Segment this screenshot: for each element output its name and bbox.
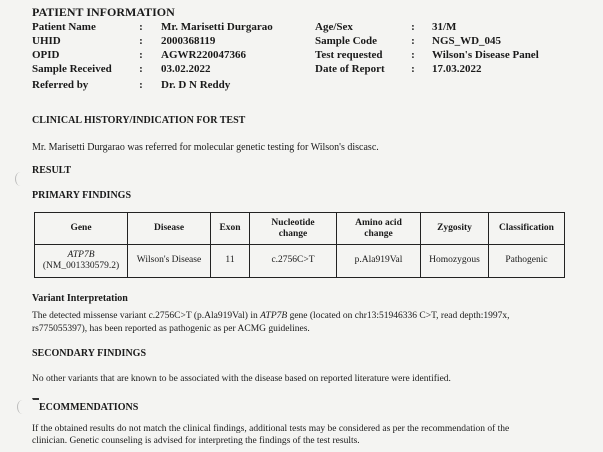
colon: : <box>411 35 415 47</box>
column-header-zygosity: Zygosity <box>420 213 488 244</box>
gene-cell: ATP7B (NM_001330579.2) <box>42 249 120 271</box>
patient-name-label: Patient Name <box>32 21 96 33</box>
clinical-history-heading: CLINICAL HISTORY/INDICATION FOR TEST <box>32 115 246 126</box>
colon: : <box>411 63 415 75</box>
uhid-label: UHID <box>32 35 61 47</box>
patient-info-heading: PATIENT INFORMATION <box>32 5 175 19</box>
secondary-findings-text: No other variants that are known to be associated with the disease based on reported literature were identified. <box>32 374 451 384</box>
colon: : <box>411 21 415 33</box>
opid-label: OPID <box>32 49 60 61</box>
variant-interpretation-line-1: The detected missense variant c.2756C>T (p.Ala919Val) in ATP7B gene (located on chr13:51946336 C>T, read depth:1997x, <box>32 311 510 321</box>
column-header-exon: Exon <box>210 213 249 244</box>
table-row <box>35 244 564 277</box>
variant-interpretation-line-2: rs775055397), has been reported as pathogenic as per ACMG guidelines. <box>32 324 310 334</box>
result-heading: RESULT <box>32 165 72 176</box>
column-header-classification: Classification <box>488 213 564 244</box>
primary-findings-heading: PRIMARY FINDINGS <box>32 190 131 201</box>
column-header-amino-acid-change: Amino acid change <box>336 213 420 244</box>
colon: : <box>139 63 143 75</box>
date-of-report-value: 17.03.2022 <box>432 63 482 75</box>
opid-value: AGWR220047366 <box>161 49 246 61</box>
zygosity-cell: Homozygous <box>420 244 488 277</box>
referred-by-label: Referred by <box>32 79 89 91</box>
variant-interpretation-heading: Variant Interpretation <box>32 293 128 304</box>
disease-cell: Wilson's Disease <box>127 244 210 277</box>
nucleotide-change-cell: c.2756C>T <box>249 244 336 277</box>
recommendations-line-2: clinician. Genetic counseling is advised for interpreting the findings of the test results. <box>32 436 360 446</box>
test-requested-label: Test requested <box>315 49 383 61</box>
column-header-nucleotide-change: Nucleotide change <box>249 213 336 244</box>
colon: : <box>139 21 143 33</box>
patient-name-value: Mr. Marisetti Durgarao <box>161 21 273 33</box>
referred-by-value: Dr. D N Reddy <box>161 79 231 91</box>
clinical-history-text: Mr. Marisetti Durgarao was referred for molecular genetic testing for Wilson's discasc. <box>32 142 379 153</box>
age-sex-value: 31/M <box>432 21 457 33</box>
uhid-value: 2000368119 <box>161 35 216 47</box>
table-header-row <box>35 213 564 245</box>
column-header-disease: Disease <box>127 213 210 244</box>
sample-received-label: Sample Received <box>32 63 112 75</box>
colon: : <box>139 35 143 47</box>
colon: : <box>411 49 415 61</box>
classification-cell: Pathogenic <box>488 244 564 277</box>
recommendations-line-1: If the obtained results do not match the clinical findings, additional tests may be considered as per the recommendation of the <box>32 424 510 434</box>
column-header-gene: Gene <box>70 223 92 233</box>
colon: : <box>139 49 143 61</box>
exon-cell: 11 <box>210 244 249 277</box>
colon: : <box>139 79 143 91</box>
secondary-findings-heading: SECONDARY FINDINGS <box>32 348 147 359</box>
primary-findings-table <box>34 212 565 278</box>
age-sex-label: Age/Sex <box>315 21 353 33</box>
punch-hole-mark <box>17 400 28 414</box>
sample-code-value: NGS_WD_045 <box>432 35 502 47</box>
test-requested-value: Wilson's Disease Panel <box>432 49 539 61</box>
amino-acid-change-cell: p.Ala919Val <box>336 244 420 277</box>
date-of-report-label: Date of Report <box>315 63 385 75</box>
recommendations-heading: ECOMMENDATIONS <box>32 398 138 413</box>
sample-received-value: 03.02.2022 <box>161 63 211 75</box>
sample-code-label: Sample Code <box>315 35 378 47</box>
punch-hole-mark <box>15 172 26 186</box>
heading-initial-mark <box>32 398 39 409</box>
